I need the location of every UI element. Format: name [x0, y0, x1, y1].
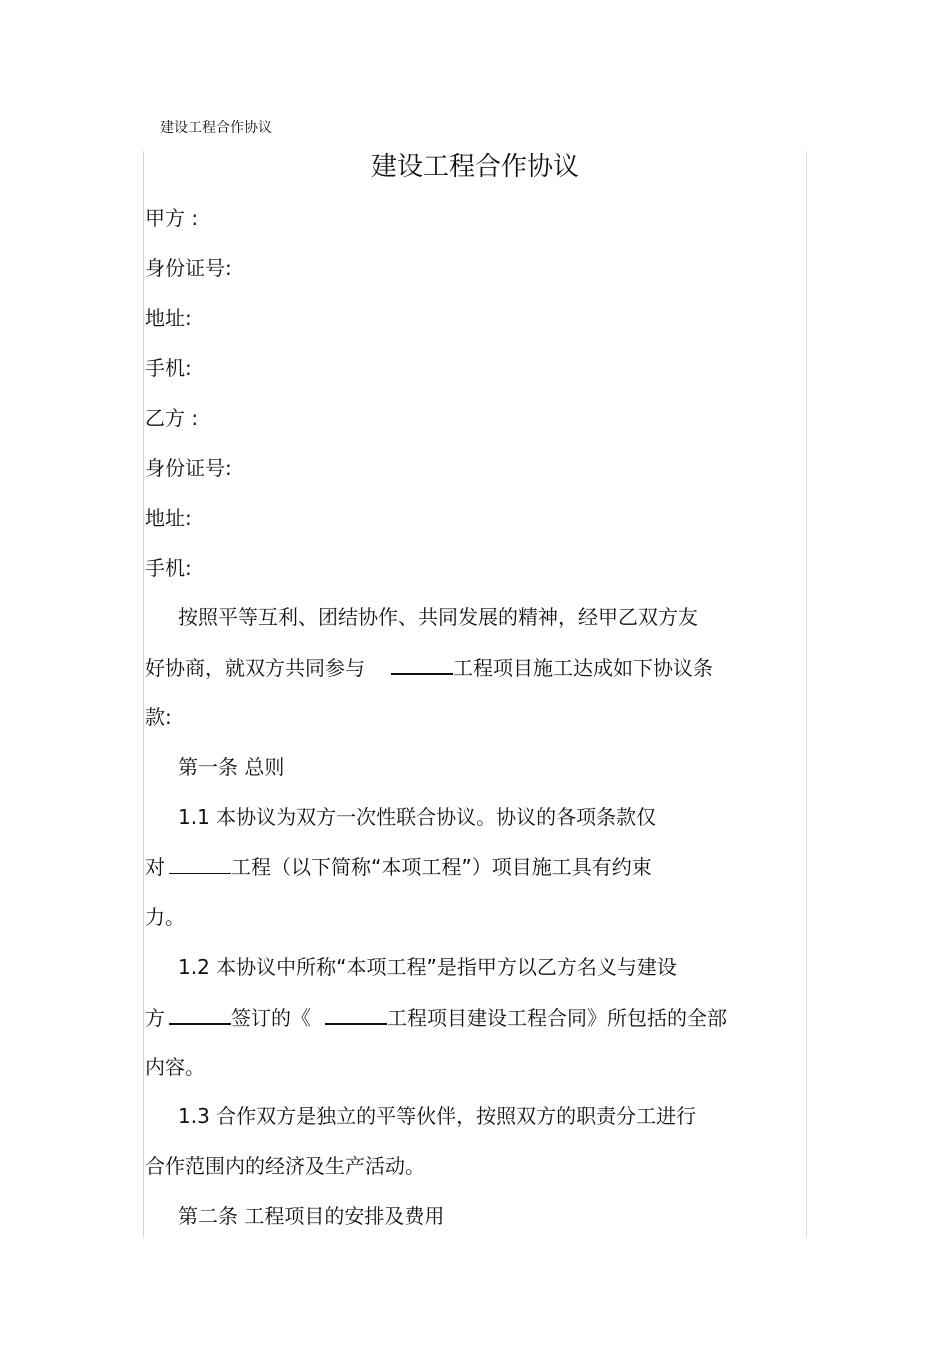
clause-1-1-line-2 [145, 853, 652, 881]
preamble-text-a: 好协商，就双方共同参与 [145, 656, 365, 680]
page-frame [143, 151, 807, 1237]
article-1-heading: 第一条 总则 [178, 755, 285, 779]
clause-1-3-line-1: 1.3 合作双方是独立的平等伙伴，按照双方的职责分工进行 [178, 1104, 697, 1128]
clause-1-2-line-2 [145, 1003, 727, 1032]
party-a-id-label: 身份证号: [145, 256, 232, 280]
preamble-line-2 [145, 653, 713, 682]
clause-1-2-line-3: 内容。 [145, 1055, 205, 1079]
clause-1-1-line-1: 1.1 本协议为双方一次性联合协议。协议的各项条款仅 [178, 805, 657, 829]
running-header: 建设工程合作协议 [160, 120, 272, 136]
party-a-phone-label: 手机: [145, 356, 192, 380]
clause-1-2-text-a: 方 [145, 1006, 165, 1030]
project-name-blank-2 [169, 853, 231, 874]
preamble-line-1: 按照平等互利、团结协作、共同发展的精神，经甲乙双方友 [178, 605, 698, 629]
clause-1-1-text-a: 对 [145, 855, 165, 879]
party-b-label: 乙方 : [145, 406, 199, 430]
clause-1-3-line-2: 合作范围内的经济及生产活动。 [145, 1154, 425, 1178]
party-b-address-label: 地址: [145, 506, 192, 530]
document-title: 建设工程合作协议 [370, 152, 579, 182]
article-2-heading: 第二条 工程项目的安排及费用 [178, 1204, 445, 1228]
clause-1-1-text-b: 工程（以下简称“本项工程”）项目施工具有约束 [231, 855, 652, 879]
preamble-text-b: 工程项目施工达成如下协议条 [453, 656, 713, 680]
party-a-address-label: 地址: [145, 306, 192, 330]
clause-1-2-line-1: 1.2 本协议中所称“本项工程”是指甲方以乙方名义与建设 [178, 955, 677, 979]
clause-1-1-line-3: 力。 [145, 905, 185, 929]
project-name-blank [391, 653, 453, 675]
party-b-id-label: 身份证号: [145, 456, 232, 480]
clause-1-2-text-b: 签订的《 [231, 1006, 311, 1030]
party-a-label: 甲方 : [145, 206, 199, 230]
builder-name-blank [169, 1003, 231, 1025]
contract-name-blank [325, 1003, 387, 1025]
party-b-phone-label: 手机: [145, 556, 192, 580]
preamble-line-3: 款: [145, 705, 172, 729]
clause-1-2-text-c: 工程项目建设工程合同》所包括的全部 [387, 1006, 727, 1030]
